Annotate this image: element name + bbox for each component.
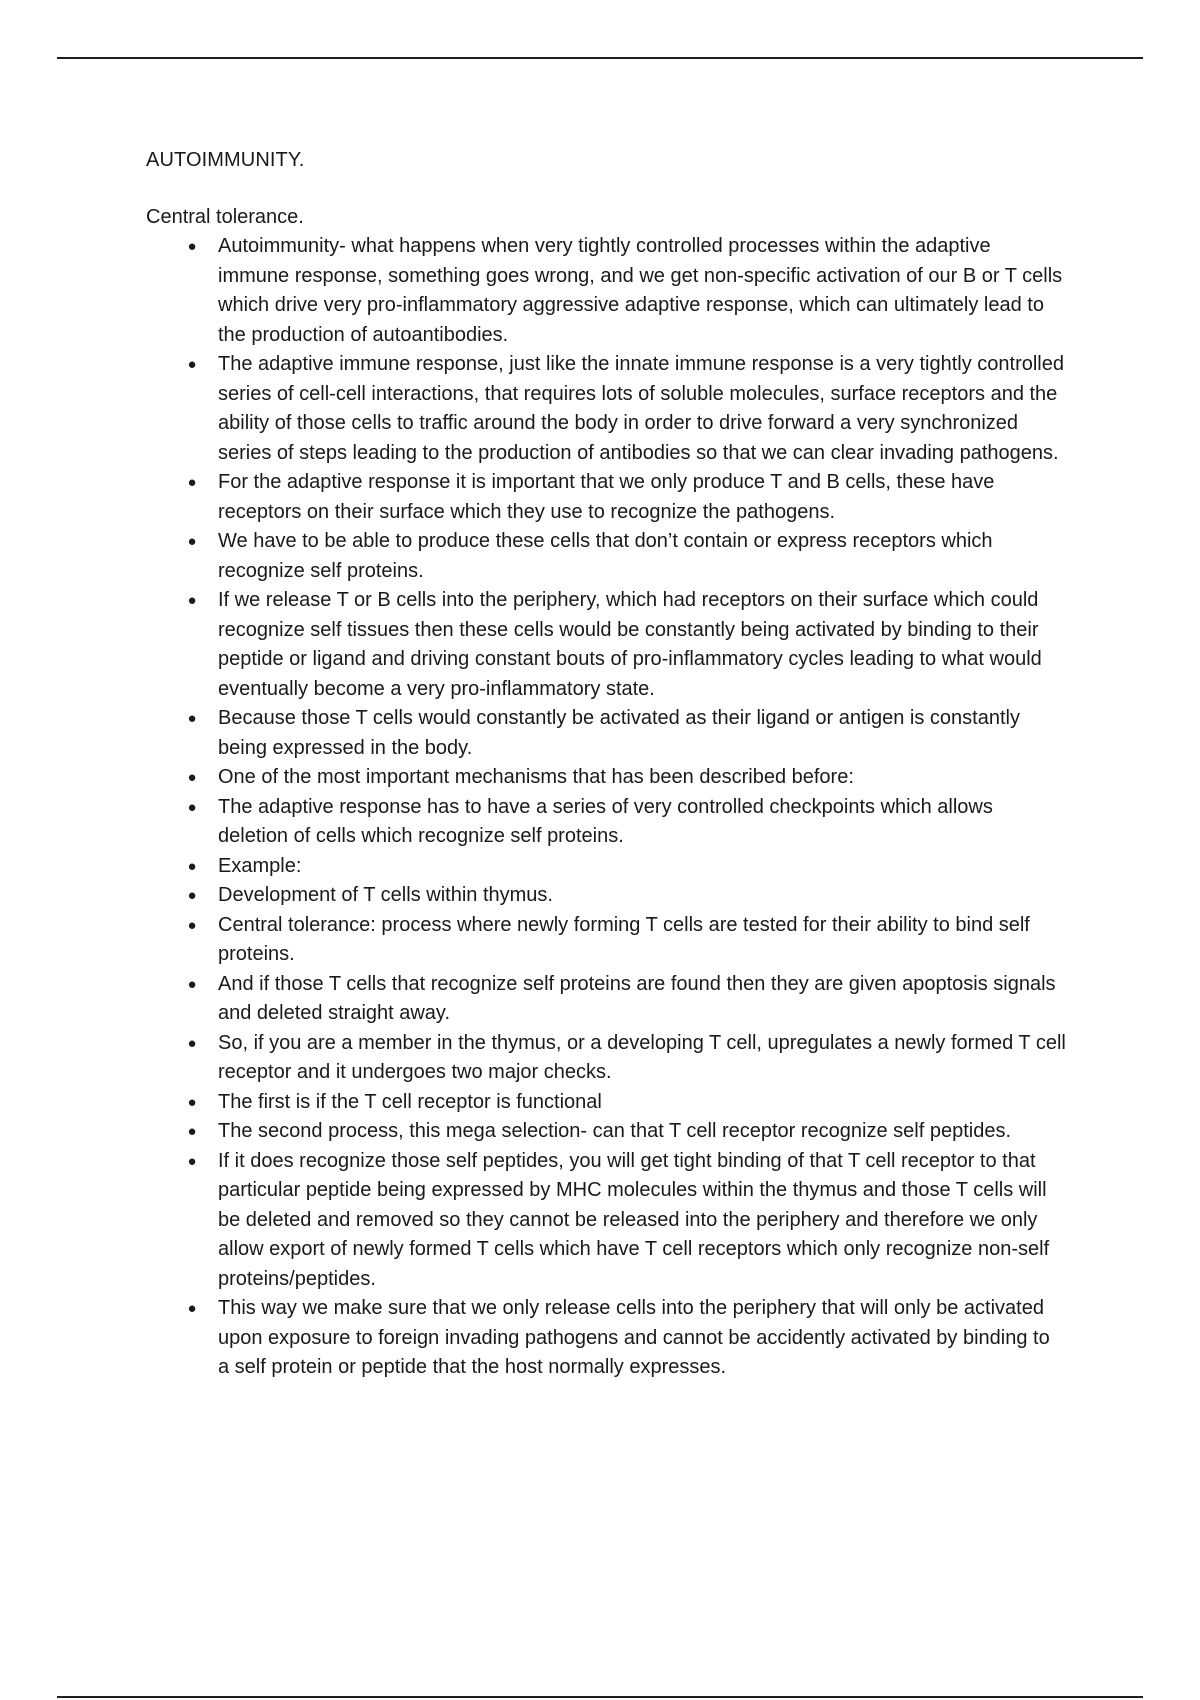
bullet-icon: ● [187,916,197,934]
list-item [146,970,1066,1029]
bullet-icon: ● [187,238,197,255]
list-item-text: Because those T cells would constantly be activated as their ligand or antigen is constantly being expressed in the body. [218,707,1020,759]
list-item-text: If we release T or B cells into the periphery, which had receptors on their surface which could recognize self tissues then these cells would be constantly being activated by binding to their peptide or ligand and driving constant bouts of pro-inflammatory cycles leading to what would eventually become a very pro-inflammatory state. [218,589,1042,700]
list-item-text: The first is if the T cell receptor is functional [218,1090,602,1113]
bullet-icon: ● [187,710,197,727]
bullet-icon: ● [187,1093,197,1111]
list-item-text: The adaptive immune response, just like the innate immune response is a very tightly controlled series of cell-cell interactions, that requires lots of soluble molecules, surface receptors and the ability of those cells to traffic around the body in order to drive forward a very synchronized series of steps leading to the production of antibodies so that we can clear invading pathogens. [218,353,1064,464]
list-item [146,763,1066,793]
bullet-icon: ● [187,769,197,786]
bullet-icon: ● [187,356,197,373]
list-item-text: We have to be able to produce these cells that don’t contain or express receptors which recognize self proteins. [218,530,993,582]
bullet-icon: ● [187,592,197,609]
list-item [146,527,1066,586]
bullet-list [146,232,1066,1383]
list-item [146,1294,1066,1383]
list-item [146,1117,1066,1147]
bullet-icon: ● [187,533,197,550]
list-item-text: Central tolerance: process where newly forming T cells are tested for their ability to bind self proteins. [218,913,1030,965]
list-item [146,1029,1066,1088]
list-item [146,1147,1066,1295]
list-item-text: And if those T cells that recognize self proteins are found then they are given apoptosis signals and deleted straight away. [218,972,1056,1024]
list-item-text: If it does recognize those self peptides, you will get tight binding of that T cell receptor to that particular peptide being expressed by MHC molecules within the thymus and those T cells will be deleted and removed so they cannot be released into the periphery and therefore we only allow export of newly formed T cells which have T cell receptors which only recognize non-self proteins/peptides. [218,1149,1050,1290]
bottom-rule [57,1696,1143,1698]
list-item [146,350,1066,468]
bullet-icon: ● [187,1034,197,1052]
bullet-icon: ● [187,1123,197,1140]
list-item [146,1088,1066,1118]
list-item-text: The second process, this mega selection- can that T cell receptor recognize self peptides. [218,1120,1012,1142]
bullet-icon: ● [187,474,197,491]
document-title: AUTOIMMUNITY. [146,149,305,171]
bullet-icon: ● [187,1300,197,1317]
bullet-icon: ● [187,887,197,904]
top-rule [57,57,1143,59]
list-item-text: Example: [218,854,302,877]
list-item-text: This way we make sure that we only release cells into the periphery that will only be activated upon exposure to foreign invading pathogens and cannot be accidently activated by binding to a self protein or peptide that the host normally expresses. [218,1297,1050,1378]
list-item-text: Autoimmunity- what happens when very tightly controlled processes within the adaptive immune response, something goes wrong, and we get non-specific activation of our B or T cells which drive very pro-inflammatory aggressive adaptive response, which can ultimately lead to the production of autoantibodies. [218,235,1063,346]
list-item-text: So, if you are a member in the thymus, or a developing T cell, upregulates a newly formed T cell receptor and it undergoes two major checks. [218,1031,1066,1083]
list-item [146,232,1066,350]
list-item [146,468,1066,527]
bullet-icon: ● [187,798,197,816]
bullet-icon: ● [187,857,197,875]
list-item [146,852,1066,882]
bullet-icon: ● [187,1152,197,1170]
list-item [146,793,1066,852]
list-item [146,881,1066,911]
list-item [146,704,1066,763]
list-item-text: For the adaptive response it is important that we only produce T and B cells, these have receptors on their surface which they use to recognize the pathogens. [218,471,995,523]
section-heading: Central tolerance. [146,206,304,228]
bullet-icon: ● [187,975,197,993]
list-item-text: Development of T cells within thymus. [218,884,553,906]
list-item [146,911,1066,970]
list-item [146,586,1066,704]
list-item-text: One of the most important mechanisms that has been described before: [218,766,854,788]
list-item-text: The adaptive response has to have a series of very controlled checkpoints which allows deletion of cells which recognize self proteins. [218,795,993,847]
document-body [146,146,1066,1383]
